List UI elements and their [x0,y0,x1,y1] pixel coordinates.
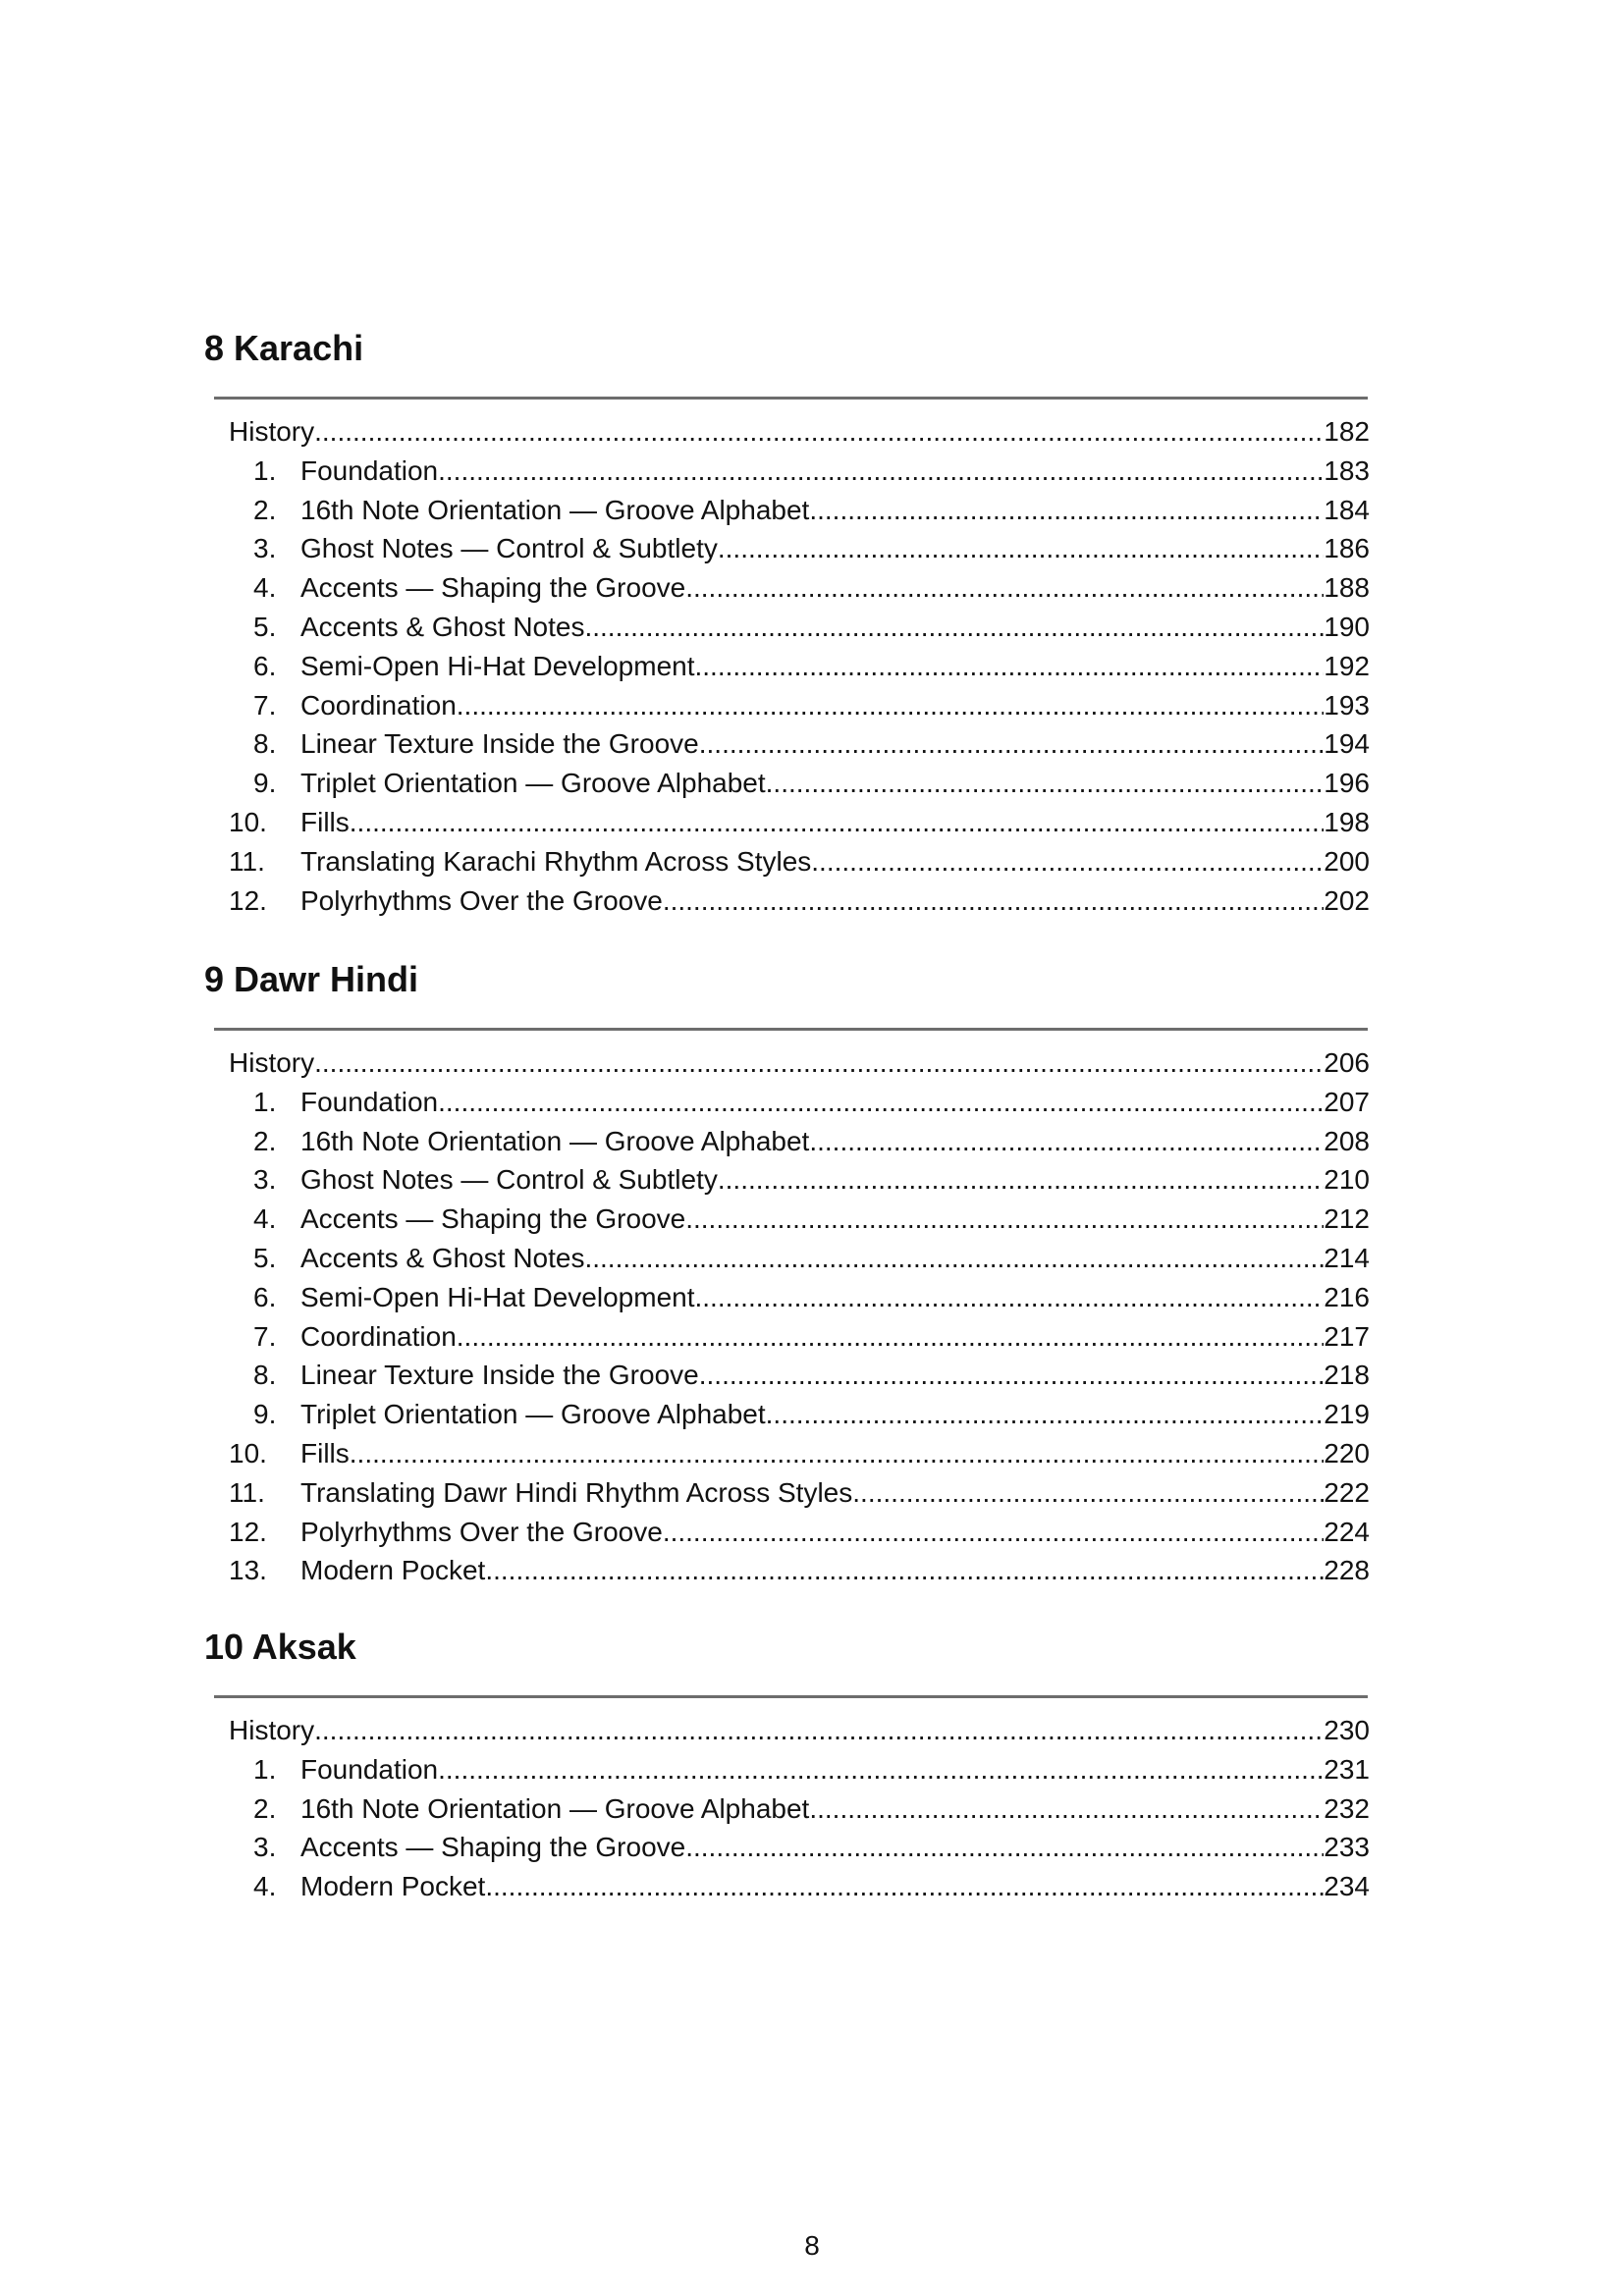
toc-entry[interactable] [229,1828,1370,1867]
toc-entry[interactable] [229,803,1370,842]
dot-leader [350,1434,1325,1473]
toc-entry-page: 192 [1324,650,1370,681]
toc-entry[interactable] [229,842,1370,881]
toc-entry-number: 9. [253,1399,277,1430]
toc-entry-title: Foundation [300,1086,439,1117]
toc-entry-page: 230 [1324,1715,1370,1745]
toc-entry[interactable] [229,881,1370,921]
toc-entry-number: 4. [253,572,277,604]
section-heading: 8 Karachi [204,328,364,368]
toc-entry[interactable] [229,1239,1370,1278]
toc-entry-page: 231 [1324,1753,1370,1785]
section-heading: 10 Aksak [204,1627,356,1667]
toc-entry-title: Modern Pocket [300,1871,486,1902]
toc-entry-page: 222 [1324,1476,1370,1508]
toc-entry-number: 2. [253,1792,277,1824]
toc-entry-number: 11. [229,845,265,877]
toc-entry[interactable] [229,1356,1370,1395]
dot-leader [457,1317,1325,1357]
toc-entry-number: 12. [229,1516,267,1547]
toc-entry-number: 11. [229,1476,265,1508]
toc-entry-title: 16th Note Orientation — Groove Alphabet [300,1792,810,1824]
toc-entry-page: 220 [1324,1437,1370,1468]
toc-entry[interactable] [229,1200,1370,1239]
dot-leader [699,724,1325,764]
dot-leader [663,1513,1324,1552]
toc-entry-page: 212 [1324,1203,1370,1235]
toc-entry[interactable] [229,1513,1370,1552]
toc-entry-number: 12. [229,884,267,916]
dot-leader [485,1551,1324,1590]
toc-entry[interactable] [229,1711,1370,1750]
toc-entry-title: Modern Pocket [300,1555,486,1586]
toc-entry-title: Linear Texture Inside the Groove [300,1360,699,1391]
toc-entry-number: 5. [253,1242,277,1273]
toc-entry-title: 16th Note Orientation — Groove Alphabet [300,1125,810,1156]
toc-entry-page: 234 [1324,1871,1370,1902]
toc-entry-page: 194 [1324,728,1370,760]
toc-entry-title: Coordination [300,689,457,721]
toc-entry-title: Fills [300,1437,350,1468]
toc-entry[interactable] [229,1473,1370,1513]
toc-entry-title: Accents — Shaping the Groove [300,1203,686,1235]
toc-entry-page: 188 [1324,572,1370,604]
toc-entry-number: 1. [253,1753,277,1785]
toc-entry-page: 202 [1324,884,1370,916]
toc-entry-title: Accents — Shaping the Groove [300,1832,686,1863]
dot-leader [718,1160,1324,1200]
toc-entry-page: 200 [1324,845,1370,877]
dot-leader [438,1083,1324,1122]
toc-entry[interactable] [229,1122,1370,1161]
toc-entry-page: 183 [1324,454,1370,486]
toc-entry-title: Ghost Notes — Control & Subtlety [300,1164,718,1196]
dot-leader [457,686,1325,725]
dot-leader [766,1395,1325,1434]
dot-leader [699,1356,1325,1395]
toc-entry-page: 184 [1324,494,1370,525]
toc-entry-page: 224 [1324,1516,1370,1547]
toc-entry-title: History [229,1715,315,1745]
toc-entry-number: 6. [253,1281,277,1312]
toc-entry-number: 2. [253,1125,277,1156]
toc-entry[interactable] [229,1551,1370,1590]
toc-entry-title: History [229,416,315,447]
toc-entry[interactable] [229,724,1370,764]
dot-leader [314,412,1324,452]
toc-entry-number: 10. [229,1437,267,1468]
toc-entry-page: 216 [1324,1281,1370,1312]
dot-leader [438,1750,1324,1789]
dot-leader [718,529,1324,568]
toc-entry[interactable] [229,1395,1370,1434]
toc-entry-page: 182 [1324,416,1370,447]
toc-entry-number: 4. [253,1203,277,1235]
toc-entry-page: 228 [1324,1555,1370,1586]
toc-entry[interactable] [229,1867,1370,1906]
toc-entry-number: 4. [253,1871,277,1902]
toc-entry-number: 3. [253,1832,277,1863]
toc-entry-title: Accents — Shaping the Groove [300,572,686,604]
dot-leader [685,1828,1324,1867]
dot-leader [584,1239,1324,1278]
toc-entry-number: 10. [229,806,267,837]
toc-entry-title: Coordination [300,1320,457,1352]
dot-leader [438,452,1324,491]
dot-leader [852,1473,1324,1513]
toc-entry[interactable] [229,686,1370,725]
dot-leader [685,568,1324,608]
page-number: 8 [804,2230,820,2261]
toc-entry-number: 7. [253,1320,277,1352]
toc-list [229,1711,1370,1906]
section-divider [214,1028,1368,1031]
toc-entry-number: 6. [253,650,277,681]
dot-leader [811,842,1324,881]
dot-leader [695,1278,1325,1317]
toc-entry-page: 218 [1324,1360,1370,1391]
toc-entry-page: 196 [1324,768,1370,799]
toc-entry-title: Accents & Ghost Notes [300,1242,585,1273]
toc-entry-title: Ghost Notes — Control & Subtlety [300,533,718,564]
toc-entry-number: 13. [229,1555,267,1586]
toc-entry-page: 233 [1324,1832,1370,1863]
toc-entry-number: 1. [253,454,277,486]
dot-leader [350,803,1325,842]
toc-entry-title: Translating Dawr Hindi Rhythm Across Styles [300,1476,853,1508]
toc-entry-page: 190 [1324,611,1370,642]
section-heading: 9 Dawr Hindi [204,959,419,999]
toc-entry[interactable] [229,491,1370,530]
toc-entry[interactable] [229,1043,1370,1083]
toc-entry-number: 8. [253,728,277,760]
toc-entry-title: Translating Karachi Rhythm Across Styles [300,845,812,877]
dot-leader [663,881,1324,921]
dot-leader [314,1043,1324,1083]
toc-entry-title: Triplet Orientation — Groove Alphabet [300,1399,766,1430]
dot-leader [809,1122,1324,1161]
toc-entry[interactable] [229,452,1370,491]
toc-entry-title: Semi-Open Hi-Hat Development [300,650,695,681]
toc-entry-number: 1. [253,1086,277,1117]
toc-entry-page: 198 [1324,806,1370,837]
dot-leader [314,1711,1324,1750]
toc-entry-title: Polyrhythms Over the Groove [300,1516,663,1547]
toc-entry-page: 206 [1324,1047,1370,1078]
toc-entry-page: 207 [1324,1086,1370,1117]
toc-entry[interactable] [229,412,1370,452]
toc-entry[interactable] [229,1278,1370,1317]
toc-list [229,1043,1370,1590]
toc-list [229,412,1370,920]
toc-entry-page: 219 [1324,1399,1370,1430]
toc-entry-title: Foundation [300,1753,439,1785]
dot-leader [809,491,1324,530]
toc-entry[interactable] [229,1083,1370,1122]
toc-entry[interactable] [229,1789,1370,1829]
toc-entry-title: Linear Texture Inside the Groove [300,728,699,760]
toc-entry-number: 5. [253,611,277,642]
toc-entry-number: 7. [253,689,277,721]
toc-entry-title: Fills [300,806,350,837]
toc-entry[interactable] [229,529,1370,568]
toc-entry[interactable] [229,568,1370,608]
toc-entry-title: Polyrhythms Over the Groove [300,884,663,916]
toc-entry-page: 193 [1324,689,1370,721]
toc-entry[interactable] [229,647,1370,686]
toc-entry-number: 9. [253,768,277,799]
dot-leader [584,608,1324,647]
toc-entry[interactable] [229,1750,1370,1789]
dot-leader [695,647,1325,686]
toc-entry[interactable] [229,1317,1370,1357]
section-divider [214,1695,1368,1698]
toc-entry-title: Semi-Open Hi-Hat Development [300,1281,695,1312]
toc-entry-page: 232 [1324,1792,1370,1824]
toc-entry[interactable] [229,608,1370,647]
toc-entry-number: 3. [253,533,277,564]
dot-leader [685,1200,1324,1239]
toc-entry-number: 2. [253,494,277,525]
dot-leader [485,1867,1324,1906]
toc-entry[interactable] [229,1434,1370,1473]
toc-entry-page: 214 [1324,1242,1370,1273]
toc-entry-page: 186 [1324,533,1370,564]
toc-entry-title: Foundation [300,454,439,486]
section-divider [214,397,1368,400]
toc-entry-title: Accents & Ghost Notes [300,611,585,642]
toc-entry-page: 210 [1324,1164,1370,1196]
toc-entry[interactable] [229,764,1370,803]
toc-entry-page: 217 [1324,1320,1370,1352]
dot-leader [766,764,1325,803]
toc-entry[interactable] [229,1160,1370,1200]
dot-leader [809,1789,1324,1829]
toc-entry-page: 208 [1324,1125,1370,1156]
toc-entry-number: 8. [253,1360,277,1391]
toc-entry-title: History [229,1047,315,1078]
toc-entry-title: Triplet Orientation — Groove Alphabet [300,768,766,799]
toc-entry-number: 3. [253,1164,277,1196]
toc-entry-title: 16th Note Orientation — Groove Alphabet [300,494,810,525]
